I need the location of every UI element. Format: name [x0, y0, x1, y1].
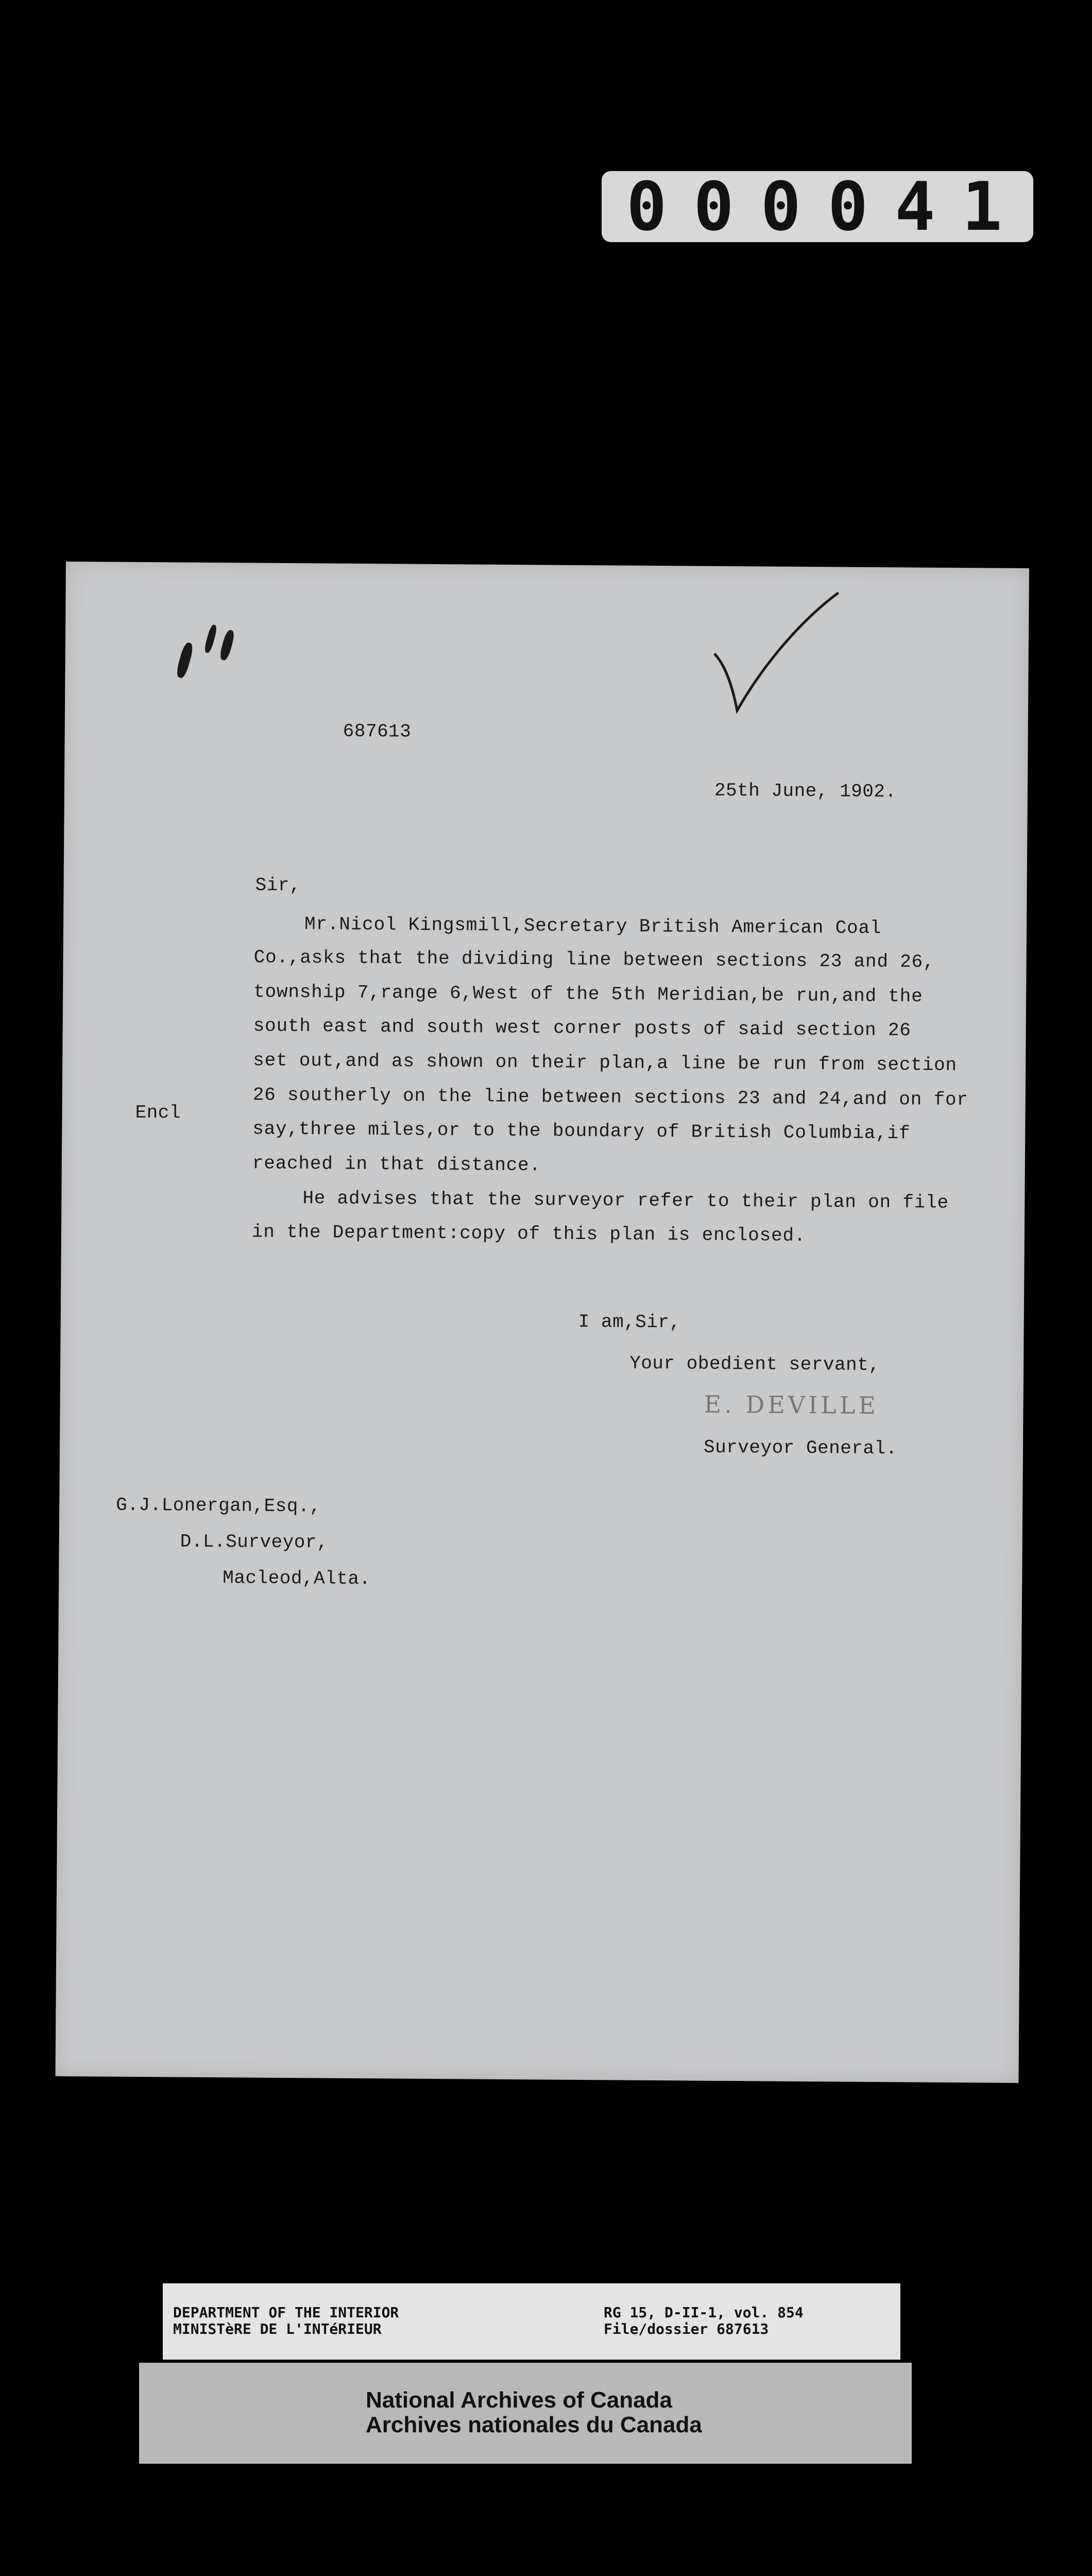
body-line: Co.,asks that the dividing line between sections 23 and 26,: [253, 946, 935, 973]
encl-note: Encl: [135, 1101, 181, 1124]
staple-mark: [203, 624, 218, 654]
addressee-name: G.J.Lonergan,Esq.,: [116, 1494, 321, 1517]
frame-number: 000041: [602, 171, 1033, 242]
staple-mark: [175, 641, 195, 679]
body-line: set out,and as shown on their plan,a line be run from section: [253, 1049, 957, 1076]
body-line: reached in that distance.: [252, 1153, 541, 1176]
closing-phrase: Your obedient servant,: [629, 1352, 880, 1376]
archive-file: File/dossier 687613: [604, 2320, 769, 2337]
archives-en: National Archives of Canada: [366, 2387, 672, 2413]
body-line: Mr.Nicol Kingsmill,Secretary British American Coal: [304, 913, 882, 939]
staple-mark: [218, 629, 235, 662]
dept-fr: MINISTèRE DE L'INTéRIEUR: [173, 2320, 382, 2337]
check-mark-icon: [709, 587, 844, 722]
closing: I am,Sir,: [578, 1311, 681, 1333]
salutation: Sir,: [255, 874, 301, 896]
archive-ref: RG 15, D-II-1, vol. 854: [604, 2304, 804, 2321]
body-line: in the Department:copy of this plan is enclosed.: [251, 1221, 806, 1247]
body-line: township 7,range 6,West of the 5th Meridian,be run,and the: [253, 981, 923, 1007]
file-number: 687613: [343, 720, 412, 742]
archives-fr: Archives nationales du Canada: [366, 2412, 702, 2437]
letter-page: [55, 562, 1029, 2083]
signer-title: Surveyor General.: [703, 1436, 897, 1460]
body-line: south east and south west corner posts of said section 26: [253, 1015, 911, 1041]
archive-label: [163, 2283, 900, 2360]
body-line: 26 southerly on the line between sections 23 and 24,and on for: [252, 1084, 968, 1111]
body-line: say,three miles,or to the boundary of British Columbia,if: [252, 1118, 911, 1144]
addressee-title: D.L.Surveyor,: [180, 1531, 329, 1553]
letter-date: 25th June, 1902.: [714, 779, 897, 803]
addressee-location: Macleod,Alta.: [223, 1567, 371, 1590]
body-line: He advises that the surveyor refer to their plan on file: [302, 1188, 949, 1213]
signature-stamp: E. DEVILLE: [704, 1390, 879, 1420]
dept-en: DEPARTMENT OF THE INTERIOR: [173, 2304, 399, 2321]
archives-banner: [139, 2363, 912, 2464]
